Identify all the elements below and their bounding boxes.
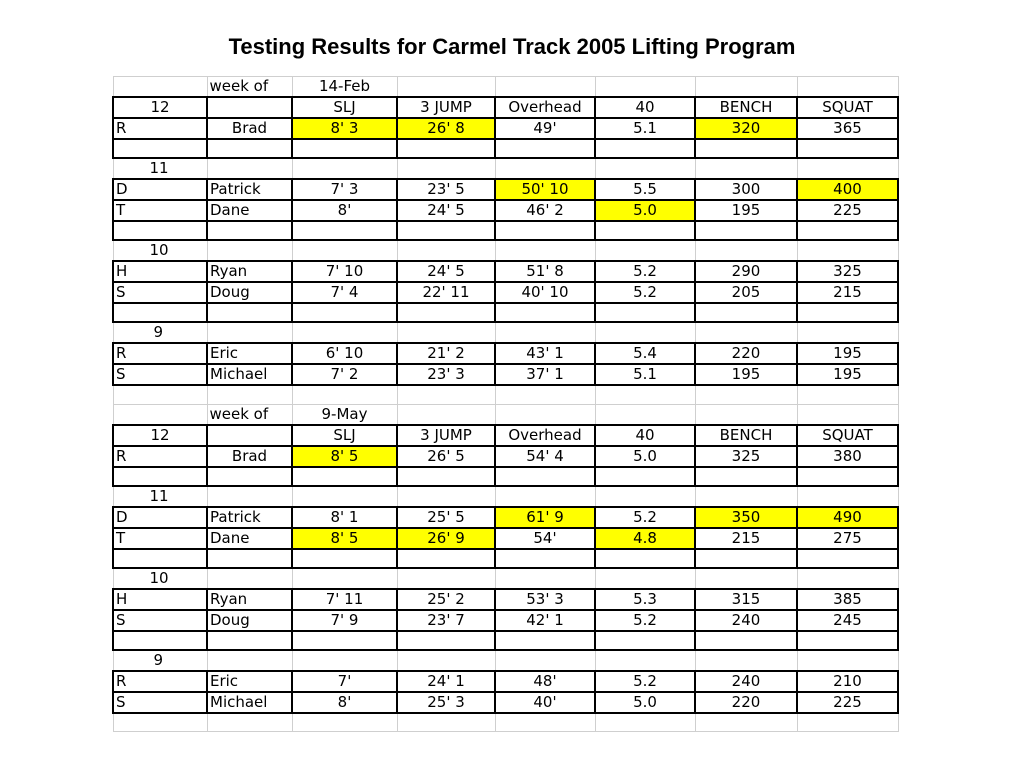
results-table [112,76,899,732]
empty-cell [113,467,207,486]
result-cell: 8' [292,200,397,221]
empty-cell [495,631,595,650]
result-cell: 50' 10 [495,179,595,200]
empty-cell [292,631,397,650]
empty-cell [292,139,397,158]
empty-cell [595,158,695,179]
grade-row [113,240,898,261]
grade-row [113,568,898,589]
athlete-name: Ryan [207,589,292,610]
spacer-row [113,221,898,240]
empty-cell [207,240,292,261]
empty-cell [207,322,292,343]
result-cell: 215 [695,528,797,549]
week-label: week of [207,404,292,425]
empty-cell [595,650,695,671]
result-cell: 24' 1 [397,671,495,692]
empty-cell [495,139,595,158]
position-label: S [113,692,207,713]
position-label: R [113,671,207,692]
result-cell: 8' [292,692,397,713]
empty-cell [207,713,292,732]
column-header: SLJ [292,425,397,446]
empty-cell [797,568,898,589]
empty-cell [695,322,797,343]
result-cell: 7' 4 [292,282,397,303]
result-cell: 21' 2 [397,343,495,364]
result-cell: 48' [495,671,595,692]
athlete-name: Michael [207,692,292,713]
athlete-name: Doug [207,282,292,303]
grade-row [113,650,898,671]
column-header: Overhead [495,425,595,446]
empty-cell [113,77,207,98]
empty-cell [113,303,207,322]
empty-cell [292,713,397,732]
week-date: 9-May [292,404,397,425]
result-cell: 320 [695,118,797,139]
result-cell: 5.1 [595,118,695,139]
week-date: 14-Feb [292,77,397,98]
column-header: 3 JUMP [397,425,495,446]
athlete-row [113,507,898,528]
empty-cell [397,240,495,261]
empty-cell [595,467,695,486]
empty-cell [292,221,397,240]
result-cell: 24' 5 [397,200,495,221]
result-cell: 7' 2 [292,364,397,385]
empty-cell [207,631,292,650]
empty-cell [292,650,397,671]
athlete-row [113,200,898,221]
result-cell: 23' 7 [397,610,495,631]
empty-cell [797,139,898,158]
result-cell: 6' 10 [292,343,397,364]
empty-cell [292,322,397,343]
result-cell: 385 [797,589,898,610]
result-cell: 26' 5 [397,446,495,467]
empty-cell [292,158,397,179]
result-cell: 8' 5 [292,528,397,549]
result-cell: 5.2 [595,671,695,692]
empty-cell [595,549,695,568]
result-cell: 195 [695,200,797,221]
empty-cell [595,139,695,158]
result-cell: 22' 11 [397,282,495,303]
empty-cell [797,385,898,404]
position-label: H [113,589,207,610]
empty-cell [695,77,797,98]
position-label: T [113,528,207,549]
empty-cell [292,240,397,261]
empty-cell [207,425,292,446]
empty-cell [397,713,495,732]
result-cell: 5.2 [595,282,695,303]
empty-cell [695,139,797,158]
athlete-row [113,589,898,610]
position-label: R [113,343,207,364]
empty-cell [695,404,797,425]
column-header: Overhead [495,97,595,118]
empty-cell [495,77,595,98]
athlete-row [113,364,898,385]
empty-cell [397,221,495,240]
athlete-name: Dane [207,200,292,221]
empty-cell [695,158,797,179]
result-cell: 53' 3 [495,589,595,610]
empty-cell [292,486,397,507]
result-cell: 225 [797,692,898,713]
grade-row [113,425,898,446]
result-cell: 7' [292,671,397,692]
spacer-row [113,303,898,322]
empty-cell [397,404,495,425]
empty-cell [495,385,595,404]
athlete-row [113,261,898,282]
result-cell: 7' 10 [292,261,397,282]
athlete-row [113,671,898,692]
empty-cell [797,549,898,568]
result-cell: 195 [797,364,898,385]
empty-cell [797,240,898,261]
result-cell: 43' 1 [495,343,595,364]
empty-cell [797,713,898,732]
result-cell: 325 [695,446,797,467]
empty-cell [797,303,898,322]
athlete-name: Eric [207,343,292,364]
page-title: Testing Results for Carmel Track 2005 Lifting Program [228,34,796,59]
position-label: S [113,610,207,631]
result-cell: 8' 1 [292,507,397,528]
result-cell: 290 [695,261,797,282]
result-cell: 5.1 [595,364,695,385]
empty-cell [695,467,797,486]
result-cell: 5.0 [595,446,695,467]
empty-cell [397,631,495,650]
position-label: D [113,179,207,200]
empty-cell [595,221,695,240]
empty-cell [207,158,292,179]
result-cell: 380 [797,446,898,467]
empty-cell [797,221,898,240]
result-cell: 195 [797,343,898,364]
athlete-row [113,692,898,713]
result-cell: 205 [695,282,797,303]
empty-cell [495,240,595,261]
result-cell: 325 [797,261,898,282]
column-header: 40 [595,97,695,118]
result-cell: 5.5 [595,179,695,200]
empty-cell [695,385,797,404]
empty-cell [113,631,207,650]
empty-cell [495,158,595,179]
result-cell: 7' 9 [292,610,397,631]
empty-cell [397,486,495,507]
empty-cell [207,303,292,322]
empty-cell [595,77,695,98]
spacer-row [113,713,898,732]
empty-cell [595,240,695,261]
empty-cell [397,385,495,404]
empty-cell [113,404,207,425]
position-label: R [113,446,207,467]
empty-cell [292,568,397,589]
result-cell: 23' 5 [397,179,495,200]
result-cell: 61' 9 [495,507,595,528]
grade-label: 9 [113,322,207,343]
column-header: 3 JUMP [397,97,495,118]
week-row [113,404,898,425]
empty-cell [695,240,797,261]
empty-cell [595,322,695,343]
result-cell: 23' 3 [397,364,495,385]
result-cell: 195 [695,364,797,385]
result-cell: 25' 5 [397,507,495,528]
empty-cell [397,77,495,98]
spacer-row [113,467,898,486]
empty-cell [207,568,292,589]
empty-cell [495,568,595,589]
empty-cell [397,158,495,179]
athlete-row [113,343,898,364]
empty-cell [397,322,495,343]
empty-cell [797,650,898,671]
position-label: S [113,282,207,303]
empty-cell [797,631,898,650]
result-cell: 4.8 [595,528,695,549]
empty-cell [207,549,292,568]
result-cell: 8' 5 [292,446,397,467]
athlete-name: Doug [207,610,292,631]
column-header: SLJ [292,97,397,118]
empty-cell [495,549,595,568]
empty-cell [695,713,797,732]
grade-row [113,486,898,507]
column-header: SQUAT [797,425,898,446]
result-cell: 54' 4 [495,446,595,467]
column-header: BENCH [695,425,797,446]
athlete-row [113,446,898,467]
result-cell: 8' 3 [292,118,397,139]
grade-label: 12 [113,425,207,446]
result-cell: 26' 8 [397,118,495,139]
empty-cell [595,385,695,404]
empty-cell [292,467,397,486]
empty-cell [113,139,207,158]
empty-cell [695,221,797,240]
spacer-row [113,385,898,404]
empty-cell [397,549,495,568]
athlete-name: Dane [207,528,292,549]
empty-cell [595,404,695,425]
grade-label: 10 [113,568,207,589]
empty-cell [695,568,797,589]
empty-cell [595,713,695,732]
column-header: 40 [595,425,695,446]
empty-cell [113,549,207,568]
empty-cell [595,486,695,507]
result-cell: 42' 1 [495,610,595,631]
empty-cell [397,303,495,322]
result-cell: 7' 3 [292,179,397,200]
athlete-name: Eric [207,671,292,692]
empty-cell [495,303,595,322]
empty-cell [797,486,898,507]
grade-label: 11 [113,158,207,179]
empty-cell [113,221,207,240]
grade-label: 12 [113,97,207,118]
result-cell: 210 [797,671,898,692]
position-label: D [113,507,207,528]
result-cell: 5.4 [595,343,695,364]
result-cell: 225 [797,200,898,221]
column-header: SQUAT [797,97,898,118]
empty-cell [595,631,695,650]
empty-cell [495,404,595,425]
position-label: H [113,261,207,282]
empty-cell [207,97,292,118]
result-cell: 275 [797,528,898,549]
empty-cell [207,467,292,486]
result-cell: 51' 8 [495,261,595,282]
grade-label: 9 [113,650,207,671]
result-cell: 5.0 [595,200,695,221]
empty-cell [695,631,797,650]
empty-cell [595,303,695,322]
result-cell: 25' 3 [397,692,495,713]
result-cell: 49' [495,118,595,139]
result-cell: 46' 2 [495,200,595,221]
position-label: T [113,200,207,221]
week-row [113,77,898,98]
result-cell: 26' 9 [397,528,495,549]
empty-cell [397,568,495,589]
result-cell: 220 [695,343,797,364]
empty-cell [797,77,898,98]
result-cell: 5.0 [595,692,695,713]
week-label: week of [207,77,292,98]
empty-cell [397,467,495,486]
empty-cell [292,549,397,568]
position-label: R [113,118,207,139]
column-header: BENCH [695,97,797,118]
spacer-row [113,139,898,158]
result-cell: 24' 5 [397,261,495,282]
empty-cell [397,650,495,671]
result-cell: 5.2 [595,261,695,282]
athlete-name: Brad [207,446,292,467]
empty-cell [292,385,397,404]
athlete-row [113,282,898,303]
athlete-row [113,179,898,200]
empty-cell [495,713,595,732]
result-cell: 40' 10 [495,282,595,303]
empty-cell [207,139,292,158]
athlete-name: Patrick [207,507,292,528]
result-cell: 5.3 [595,589,695,610]
empty-cell [495,221,595,240]
athlete-row [113,528,898,549]
athlete-row [113,610,898,631]
empty-cell [695,486,797,507]
empty-cell [207,486,292,507]
empty-cell [797,158,898,179]
result-cell: 490 [797,507,898,528]
grade-label: 10 [113,240,207,261]
empty-cell [495,322,595,343]
empty-cell [695,549,797,568]
empty-cell [695,650,797,671]
athlete-name: Ryan [207,261,292,282]
empty-cell [495,650,595,671]
result-cell: 54' [495,528,595,549]
empty-cell [797,404,898,425]
result-cell: 37' 1 [495,364,595,385]
athlete-row [113,118,898,139]
result-cell: 400 [797,179,898,200]
result-cell: 240 [695,671,797,692]
spacer-row [113,549,898,568]
spacer-row [113,631,898,650]
grade-row [113,322,898,343]
empty-cell [207,221,292,240]
athlete-name: Brad [207,118,292,139]
empty-cell [495,486,595,507]
empty-cell [292,303,397,322]
empty-cell [113,713,207,732]
grade-row [113,158,898,179]
empty-cell [797,322,898,343]
empty-cell [695,303,797,322]
result-cell: 240 [695,610,797,631]
athlete-name: Patrick [207,179,292,200]
result-cell: 215 [797,282,898,303]
result-cell: 300 [695,179,797,200]
result-cell: 25' 2 [397,589,495,610]
result-cell: 350 [695,507,797,528]
result-cell: 40' [495,692,595,713]
result-cell: 315 [695,589,797,610]
athlete-name: Michael [207,364,292,385]
result-cell: 365 [797,118,898,139]
empty-cell [113,385,207,404]
result-cell: 5.2 [595,507,695,528]
position-label: S [113,364,207,385]
result-cell: 245 [797,610,898,631]
empty-cell [207,650,292,671]
result-cell: 7' 11 [292,589,397,610]
empty-cell [495,467,595,486]
empty-cell [397,139,495,158]
empty-cell [207,385,292,404]
grade-row [113,97,898,118]
result-cell: 5.2 [595,610,695,631]
empty-cell [595,568,695,589]
empty-cell [797,467,898,486]
grade-label: 11 [113,486,207,507]
result-cell: 220 [695,692,797,713]
